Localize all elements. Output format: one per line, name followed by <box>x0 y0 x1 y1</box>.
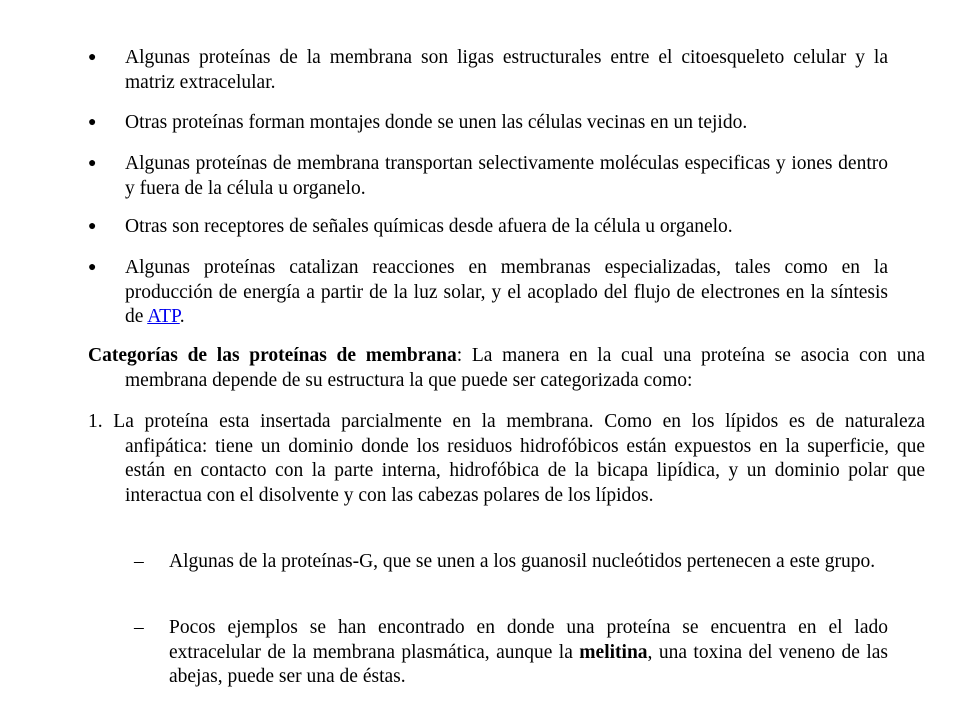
bullet-icon: ● <box>88 115 97 130</box>
atp-link[interactable]: ATP <box>147 306 180 327</box>
bullet-icon: ● <box>88 219 97 234</box>
dash-text-part: Pocos ejemplos se han encontrado en donde una proteína se encuentra en el lado extracelular de la membrana plasmática, aunque la <box>169 617 888 663</box>
bullet-text <box>125 256 888 330</box>
dash-icon: – <box>134 551 144 572</box>
melitina-bold: melitina <box>579 641 648 663</box>
dash-text: Algunas de la proteínas-G, que se unen a los guanosil nucleótidos pertenecen a este grupo. <box>169 551 876 572</box>
bullet-icon: ● <box>88 260 97 275</box>
bullet-item <box>88 256 888 330</box>
bullet-text: Otras son receptores de señales químicas desde afuera de la célula u organelo. <box>125 216 733 237</box>
bullet-text-part: Algunas proteínas catalizan reacciones en membranas especializadas, tales como en la producción de energía a partir de la luz solar, y el acoplado del flujo de electrones en la síntesis de <box>125 257 888 327</box>
categories-heading: Categorías de las proteínas de membrana <box>88 345 457 366</box>
bullet-item <box>88 215 888 240</box>
dash-item <box>134 550 888 575</box>
dash-text-part: , una toxina del veneno de las abejas, puede ser una de éstas. <box>169 641 888 687</box>
bullet-item <box>88 152 888 201</box>
numbered-item-text: 1. La proteína esta insertada parcialmente en la membrana. Como en los lípidos es de naturaleza anfipática: tiene un dominio donde los residuos hidrofóbicos están expuestos en la superficie, que están en contacto con la parte interna, hidrofóbica de la bicapa lipídica, y un dominio polar que interactua con el disolvente y con las cabezas polares de los lípidos. <box>88 411 925 506</box>
bullet-text: Algunas proteínas de la membrana son ligas estructurales entre el citoesqueleto celular y la matriz extracelular. <box>125 47 888 93</box>
bullet-item <box>88 46 888 95</box>
bullet-icon: ● <box>88 50 97 65</box>
dash-text <box>169 616 888 690</box>
numbered-item-1 <box>88 410 925 508</box>
bullet-item <box>88 111 888 136</box>
bullet-text-part: . <box>179 306 185 327</box>
dash-icon: – <box>134 617 144 638</box>
bullet-text: Algunas proteínas de membrana transportan selectivamente moléculas especificas y iones dentro y fuera de la célula u organelo. <box>125 153 888 199</box>
bullet-text: Otras proteínas forman montajes donde se unen las células vecinas en un tejido. <box>125 112 748 133</box>
bullet-icon: ● <box>88 156 97 171</box>
categories-text: : La manera en la cual una proteína se asocia con una membrana depende de su estructura la que puede ser categorizada como: <box>125 345 925 391</box>
categories-paragraph <box>88 344 925 393</box>
dash-item <box>134 616 888 690</box>
